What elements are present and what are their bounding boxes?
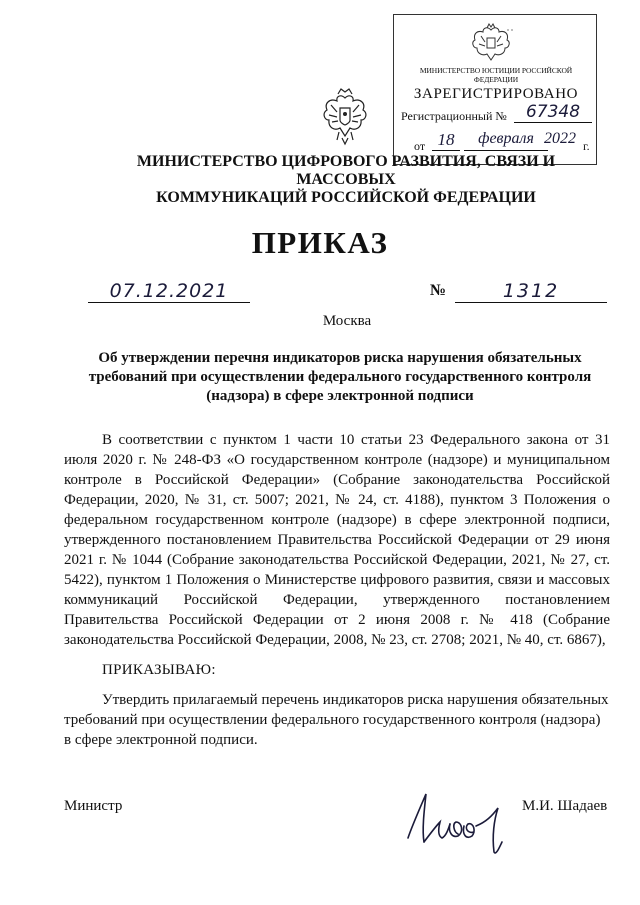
signer-position: Министр	[64, 798, 123, 814]
directive-paragraph: Утвердить прилагаемый перечень индикаторов риска нарушения обязательных требований при осуществлении федерального государственного контроля (надзора) в сфере электронной подписи.	[64, 692, 609, 748]
stamp-reg-label: Регистрационный №	[401, 109, 507, 123]
stamp-reg-number: 67348	[514, 102, 592, 123]
stamp-date-suffix: г.	[583, 139, 590, 153]
order-date: 07.12.2021	[88, 280, 250, 303]
order-subject: Об утверждении перечня индикаторов риска нарушения обязательных требований при осуществлении федерального государственного контроля (надзора) в сфере электронной подписи	[88, 350, 592, 404]
order-number-label: №	[430, 282, 447, 299]
ministry-name	[90, 153, 602, 207]
order-word: ПРИКАЗЫВАЮ:	[102, 662, 216, 678]
preamble-paragraph: В соответствии с пунктом 1 части 10 статьи 23 Федерального закона от 31 июля 2020 г. № 248-ФЗ «О государственном контроле (надзоре) и муниципальном контроле в Российской Федерации» (Собрание законодательства Российской Федерации, 2020, № 31, ст. 5007; 2021, № 24, ст. 4188), пунктом 3 Положения о федеральном государственном контроле (надзоре) в сфере электронной подписи, утвержденного постановлением Правительства Российской Федерации от 29 июня 2021 г. № 1044 (Собрание законодательства Российской Федерации, 2021, № 27, ст. 5422), пунктом 1 Положения о Министерстве цифрового развития, связи и массовых коммуникаций Российской Федерации, утвержденного постановлением Правительства Российской Федерации от 2 июня 2008 г. № 418 (Собрание законодательства Российской Федерации, 2008, № 23, ст. 2708; 2021, № 40, ст. 6867),	[64, 432, 610, 648]
ministry-name-line-2: КОММУНИКАЦИЙ РОССИЙСКОЙ ФЕДЕРАЦИИ	[156, 189, 536, 206]
stamp-status: ЗАРЕГИСТРИРОВАНО	[413, 86, 579, 102]
preamble	[64, 430, 610, 650]
stamp-date-year: 2022	[544, 130, 576, 147]
stamp-date-prefix: от	[414, 139, 426, 153]
signer-name: М.И. Шадаев	[522, 798, 608, 814]
directive	[64, 690, 610, 750]
document-type: ПРИКАЗ	[251, 225, 389, 260]
ministry-name-line-1: МИНИСТЕРСТВО ЦИФРОВОГО РАЗВИТИЯ, СВЯЗИ И МАССОВЫХ	[136, 153, 556, 188]
city: Москва	[322, 313, 372, 329]
stamp-date-day: 18	[432, 130, 460, 151]
stamp-ministry-name: МИНИСТЕРСТВО ЮСТИЦИИ РОССИЙСКОЙ ФЕДЕРАЦИИ	[419, 66, 573, 84]
stamp-date-month: февраля	[464, 130, 548, 151]
stamp-eagle-emblem-icon	[467, 22, 515, 66]
coat-of-arms-icon	[320, 88, 370, 146]
handwritten-signature-icon	[402, 786, 514, 860]
order-number: 1312	[455, 280, 607, 303]
